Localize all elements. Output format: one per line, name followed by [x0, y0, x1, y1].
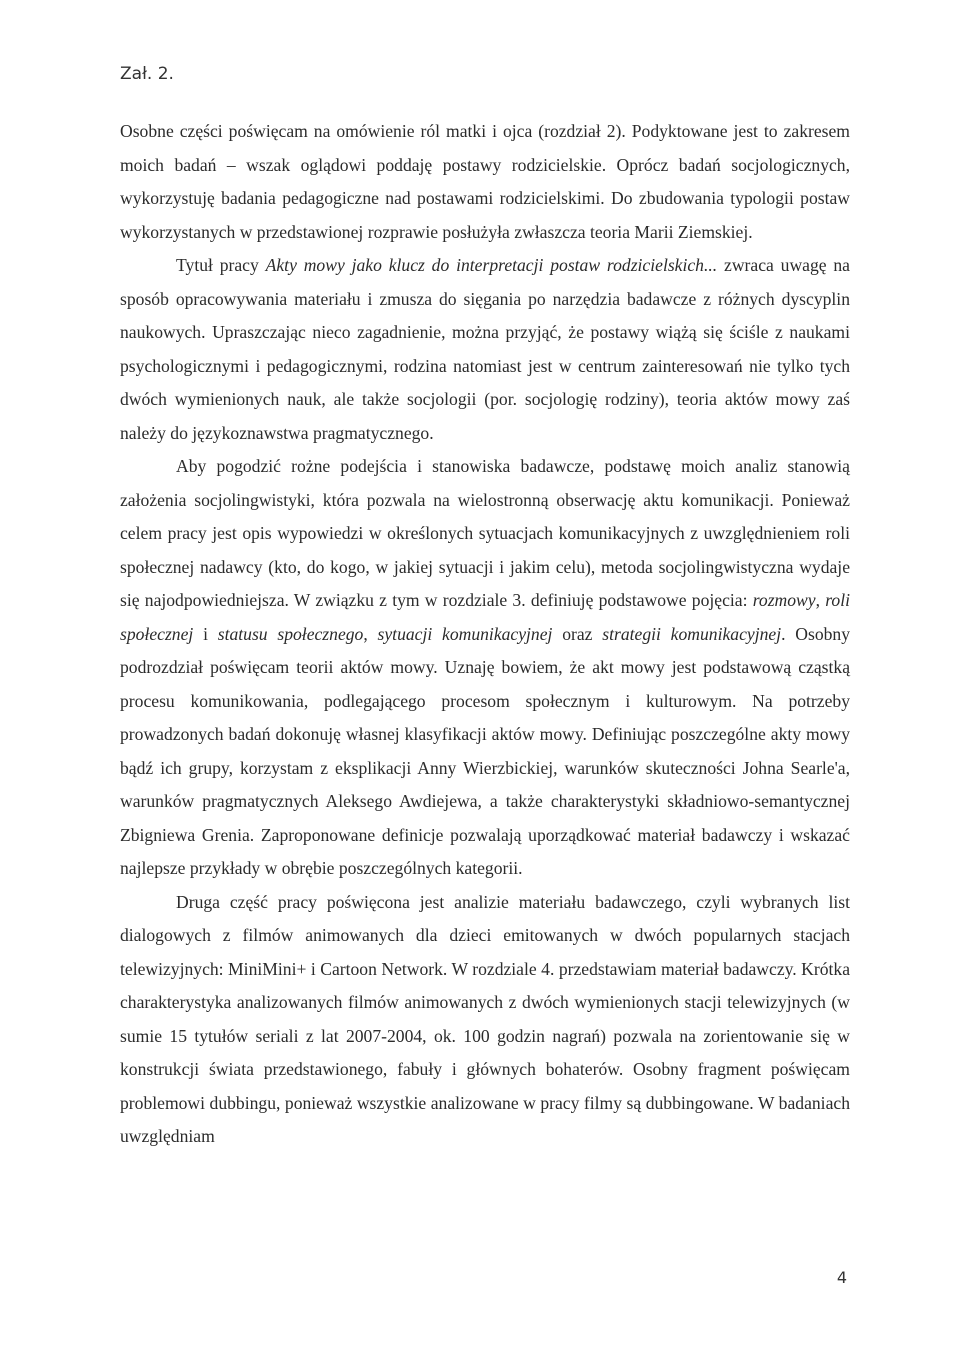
italic-term: sytuacji komunikacyjnej: [377, 623, 553, 644]
italic-title: Akty mowy jako klucz do interpretacji postaw rodzicielskich...: [265, 255, 718, 275]
text-segment: Aby pogodzić rożne podejścia i stanowiska badawcze, podstawę moich analiz stanowią założenia socjolingwistyki, która pozwala na wielostronną obserwację aktu komunikacji. Ponieważ celem pracy jest opis wypowiedzi w określonych sytuacjach komunikacyjnych z uwzględnieniem roli społecznej nadawcy (kto, do kogo, w jakiej sytuacji i jakim celu), metoda socjolingwistyczna wydaje się najodpowiedniejsza. W związku z tym w rozdziale 3. definiuję podstawowe pojęcia:: [120, 456, 850, 610]
paragraph-1: [120, 115, 850, 249]
italic-term: statusu społecznego: [217, 623, 364, 644]
text-segment: Druga część pracy poświęcona jest analizie materiału badawczego, czyli wybranych list dialogowych z filmów animowanych dla dzieci emitowanych w dwóch popularnych stacjach telewizyjnych: MiniMini+ i Cartoon Network. W rozdziale 4. przedstawiam materiał badawczy. Krótka charakterystyka analizowanych filmów animowanych z dwóch wymienionych stacji telewizyjnych (w sumie 15 tytułów seriali z lat 2007-2004, ok. 100 godzin nagrań) pozwala na zorientowanie się w konstrukcji świata przedstawionego, fabuły i głównych bohaterów. Osobny fragment poświęcam problemowi dubbingu, ponieważ wszystkie analizowane w pracy filmy są dubbingowane. W badaniach uwzględniam: [120, 891, 850, 1146]
italic-term: strategii komunikacyjnej: [602, 623, 782, 644]
text-segment: . Osobny podrozdział poświęcam teorii aktów mowy. Uznaję bowiem, że akt mowy jest podstawową cząstką procesu komunikowania, podlegającego procesom społecznym i kulturowym. Na potrzeby prowadzonych badań dokonuję własnej klasyfikacji aktów mowy. Definiując poszczególne akty mowy bądź ich grupy, korzystam z eksplikacji Anny Wierzbickiej, warunków skuteczności Johna Searle'a, warunków pragmatycznych Aleksego Awdiejewa, a także charakterystyki składniowo-semantycznej Zbigniewa Grenia. Zaproponowane definicje pozwalają uporządkować materiał badawczy i wskazać najlepsze przykłady w obrębie poszczególnych kategorii.: [120, 623, 851, 878]
attachment-label: Zał. 2.: [120, 64, 174, 84]
paragraph-2: [120, 249, 850, 450]
page-number: 4: [836, 1268, 847, 1287]
text-segment: Tytuł pracy: [176, 255, 266, 275]
text-segment: ,: [815, 590, 826, 610]
paragraph-4: [120, 886, 850, 1154]
text-segment: oraz: [552, 623, 603, 644]
italic-term: rozmowy: [752, 590, 816, 610]
italic-term: roli społecznej: [120, 590, 851, 644]
body-text: [120, 115, 850, 1154]
paragraph-3: [120, 450, 850, 886]
text-segment: ,: [363, 623, 378, 644]
text-segment: i: [193, 623, 218, 644]
text-segment: zwraca uwagę na sposób opracowywania materiału i zmusza do sięgania po narzędzia badawcze z różnych dyscyplin naukowych. Upraszczając nieco zagadnienie, można przyjąć, że postawy wiążą się ściśle z naukami psychologicznymi i pedagogicznymi, rodzina natomiast jest w centrum zainteresowań nie tylko tych dwóch wymienionych nauk, ale także socjologii (por. socjologię rodziny), teoria aktów mowy zaś należy do językoznawstwa pragmatycznego.: [120, 255, 850, 443]
text-segment: Osobne części poświęcam na omówienie ról matki i ojca (rozdział 2). Podyktowane jest to zakresem moich badań – wszak oglądowi poddaję postawy rodzicielskie. Oprócz badań socjologicznych, wykorzystuję badania pedagogiczne nad postawami rodzicielskimi. Do zbudowania typologii postaw wykorzystanych w przedstawionej rozprawie posłużyła zwłaszcza teoria Marii Ziemskiej.: [120, 121, 850, 242]
